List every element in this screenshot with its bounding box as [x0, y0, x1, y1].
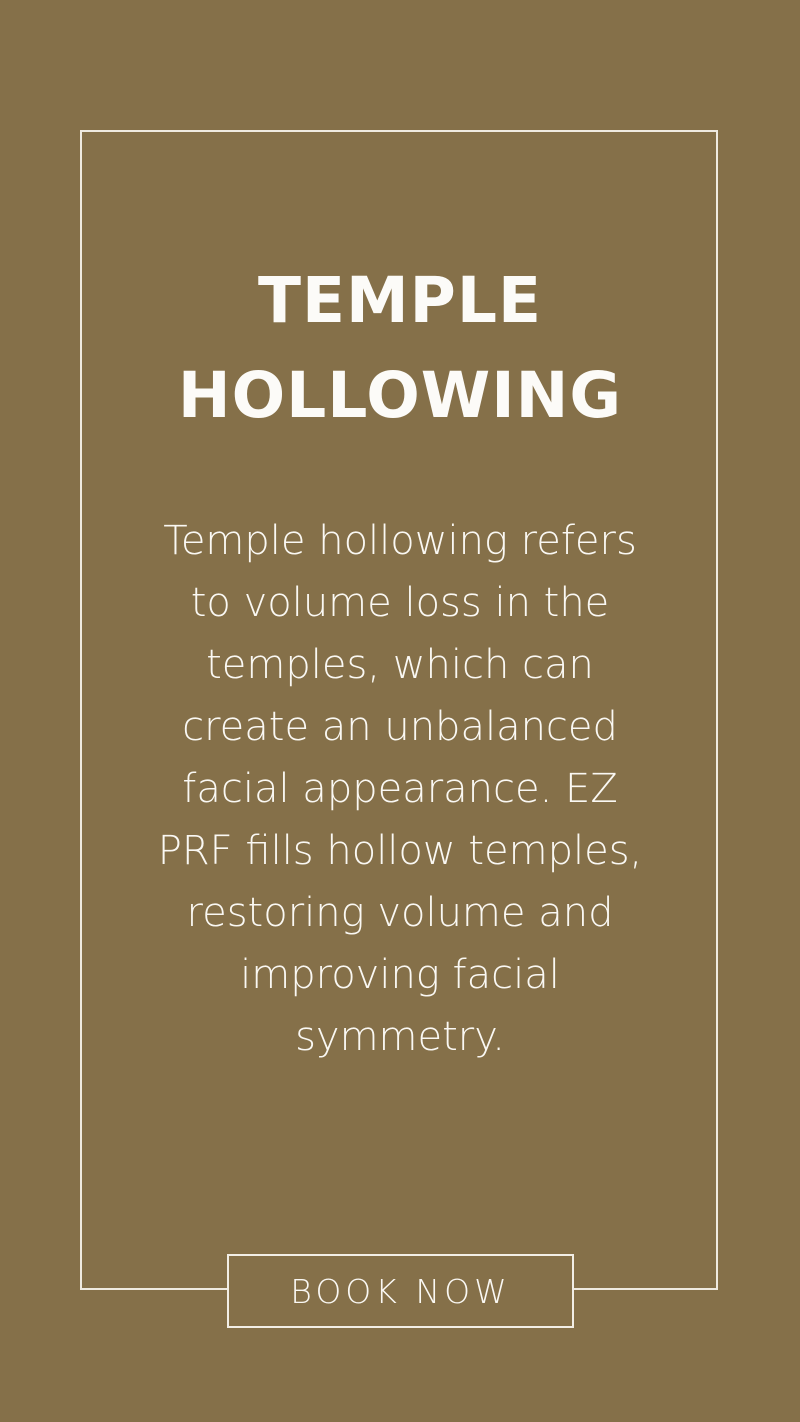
description-line: facial appearance. EZ [182, 766, 618, 812]
description-line: improving facial [240, 952, 560, 998]
description-line: Temple hollowing refers [163, 518, 637, 564]
title-line-2: HOLLOWING [177, 359, 623, 432]
book-now-button[interactable]: BOOK NOW [227, 1254, 574, 1328]
description-line: PRF fills hollow temples, [157, 828, 643, 874]
title-line-1: TEMPLE [257, 264, 543, 337]
description-line: create an unbalanced [182, 704, 618, 750]
description-line: symmetry. [295, 1014, 505, 1060]
description-text [100, 510, 700, 1068]
description-line: to volume loss in the [190, 580, 610, 626]
description-line: restoring volume and [186, 890, 614, 936]
description-line: temples, which can [206, 642, 594, 688]
page-title [0, 253, 800, 443]
